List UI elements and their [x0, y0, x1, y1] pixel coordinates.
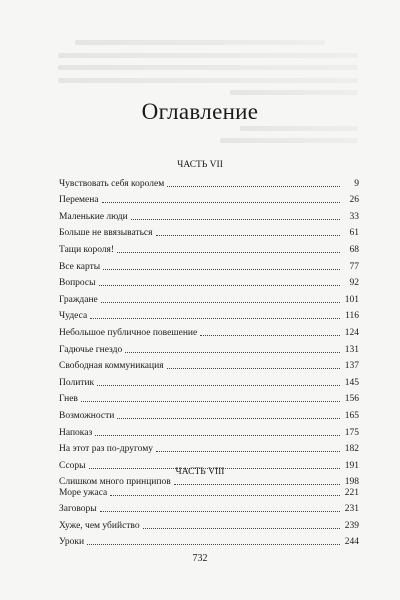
toc-entry-title: Перемена	[59, 195, 99, 206]
leader-dots	[156, 235, 341, 236]
show-through-text	[75, 40, 325, 45]
toc-entry-page: 175	[344, 427, 359, 438]
toc-entry-title: Чувствовать себя королем	[59, 178, 165, 189]
toc-entry-page: 198	[344, 477, 359, 488]
leader-dots	[117, 418, 340, 419]
toc-list	[59, 173, 359, 488]
leader-dots	[81, 401, 340, 402]
leader-dots	[95, 435, 340, 436]
toc-entry-page: 165	[344, 410, 359, 421]
leader-dots	[125, 352, 340, 353]
show-through-text	[58, 65, 358, 70]
toc-entry-title: Вопросы	[59, 278, 96, 289]
toc-entry-page: 191	[344, 460, 359, 471]
toc-entry[interactable]	[59, 532, 359, 549]
leader-dots	[100, 511, 340, 512]
toc-entry-page: 137	[344, 361, 359, 372]
toc-entry[interactable]	[59, 422, 359, 439]
toc-entry[interactable]	[59, 372, 359, 389]
toc-entry[interactable]	[59, 515, 359, 532]
toc-entry-page: 156	[344, 394, 359, 405]
toc-entry-title: Гнев	[59, 394, 78, 405]
toc-entry[interactable]	[59, 499, 359, 516]
page-number: 732	[192, 553, 208, 564]
leader-dots	[117, 252, 340, 253]
toc-entry[interactable]	[59, 356, 359, 373]
leader-dots	[156, 451, 340, 452]
toc-entry[interactable]	[59, 173, 359, 190]
toc-entry[interactable]	[59, 256, 359, 273]
toc-entry-title: Возможности	[59, 410, 115, 421]
toc-entry-title: Граждане	[59, 294, 98, 305]
leader-dots	[90, 318, 340, 319]
toc-entry-title: Напоказ	[59, 427, 93, 438]
toc-entry-page: 124	[344, 327, 359, 338]
toc-entry-page: 9	[354, 178, 359, 189]
show-through-text	[58, 53, 358, 58]
toc-entry-page: 61	[349, 228, 359, 239]
toc-entry-page: 33	[349, 211, 359, 222]
leader-dots	[99, 285, 340, 286]
toc-entry-page: 131	[344, 344, 359, 355]
toc-entry-title: Тащи короля!	[59, 244, 115, 255]
leader-dots	[143, 528, 340, 529]
leader-dots	[200, 335, 340, 336]
toc-entry-page: 145	[344, 377, 359, 388]
toc-entry[interactable]	[59, 389, 359, 406]
leader-dots	[110, 495, 340, 496]
toc-entry-title: Заговоры	[59, 504, 97, 515]
leader-dots	[87, 544, 340, 545]
toc-entry-title: Слишком много принципов	[59, 477, 171, 488]
toc-entry[interactable]	[59, 306, 359, 323]
toc-entry-title: Небольшое публичное повешение	[59, 327, 198, 338]
toc-entry-page: 221	[344, 487, 359, 498]
toc-entry-title: Ссоры	[59, 460, 86, 471]
toc-list	[59, 482, 359, 548]
toc-entry-title: Маленькие люди	[59, 211, 128, 222]
page-title: Оглавление	[141, 99, 259, 124]
toc-entry[interactable]	[59, 206, 359, 223]
toc-entry-page: 231	[344, 504, 359, 515]
part-heading: ЧАСТЬ VIII	[175, 467, 225, 477]
toc-entry-page: 68	[349, 244, 359, 255]
part-heading: ЧАСТЬ VII	[177, 160, 223, 170]
leader-dots	[131, 219, 340, 220]
toc-entry[interactable]	[59, 322, 359, 339]
toc-entry[interactable]	[59, 405, 359, 422]
toc-entry-page: 77	[349, 261, 359, 272]
toc-entry[interactable]	[59, 190, 359, 207]
toc-entry-title: Море ужаса	[59, 487, 108, 498]
leader-dots	[101, 302, 340, 303]
toc-entry-title: Свободная коммуникация	[59, 361, 164, 372]
toc-entry-title: Чудеса	[59, 311, 88, 322]
toc-entry[interactable]	[59, 239, 359, 256]
leader-dots	[103, 269, 340, 270]
toc-entry[interactable]	[59, 339, 359, 356]
toc-entry-page: 116	[345, 311, 359, 322]
leader-dots	[97, 385, 340, 386]
toc-entry-page: 26	[349, 195, 359, 206]
show-through-text	[220, 138, 358, 143]
toc-entry-page: 101	[344, 294, 359, 305]
toc-entry[interactable]	[59, 273, 359, 290]
toc-entry-page: 244	[344, 537, 359, 548]
show-through-text	[230, 90, 358, 95]
toc-entry-page: 92	[349, 278, 359, 289]
toc-entry[interactable]	[59, 289, 359, 306]
leader-dots	[167, 186, 340, 187]
toc-entry-title: Гадючье гнездо	[59, 344, 123, 355]
toc-entry-title: Политик	[59, 377, 95, 388]
toc-entry[interactable]	[59, 482, 359, 499]
toc-entry-title: Уроки	[59, 537, 85, 548]
toc-entry-title: Хуже, чем убийство	[59, 520, 140, 531]
toc-entry-page: 182	[344, 444, 359, 455]
show-through-text	[240, 126, 358, 131]
toc-entry-title: Все карты	[59, 261, 101, 272]
toc-entry-title: На этот раз по-другому	[59, 444, 153, 455]
toc-entry[interactable]	[59, 439, 359, 456]
show-through-text	[58, 78, 358, 83]
leader-dots	[102, 202, 340, 203]
leader-dots	[167, 368, 340, 369]
toc-entry-title: Больше не ввязываться	[59, 228, 153, 239]
toc-entry[interactable]	[59, 223, 359, 240]
toc-entry-page: 239	[344, 520, 359, 531]
